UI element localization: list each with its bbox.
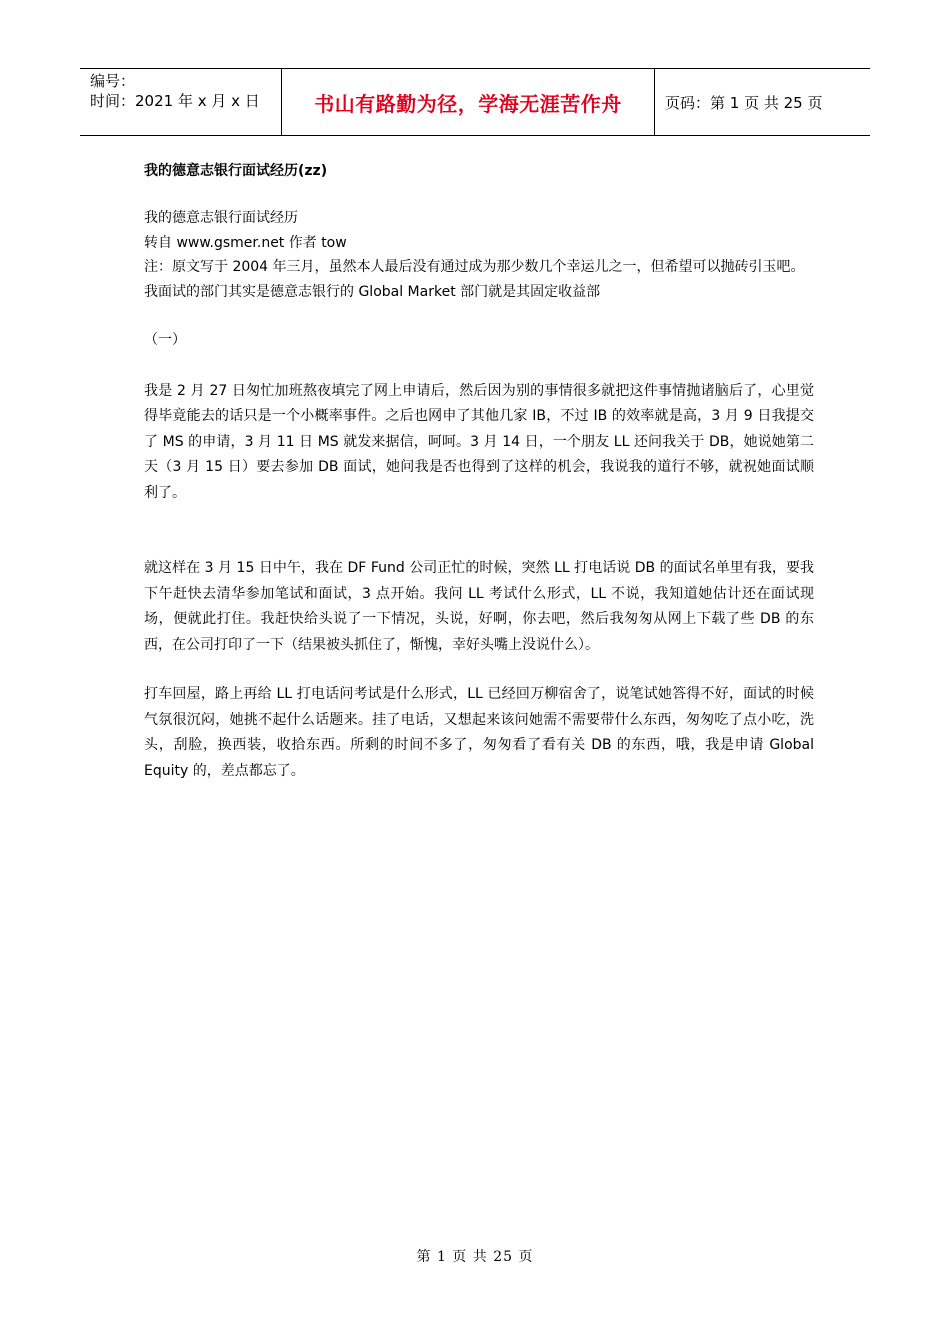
intro-line: 我的德意志银行面试经历 (144, 210, 298, 226)
header-motto-cell (282, 69, 655, 135)
document-body (144, 150, 814, 784)
section-marker: （一） (144, 332, 186, 348)
paragraph: 我是 2 月 27 日匆忙加班熬夜填完了网上申请后，然后因为别的事情很多就把这件事情抛诸脑后了，心里觉得毕竟能去的话只是一个小概率事件。之后也网申了其他几家 IB，不过 IB 的效率就是高，3 月 9 日我提交了 MS 的申请，3 月 11 日 MS 就发来据信，呵呵。3 月 14 日，一个朋友 LL 还问我关于 DB，她说她第二天（3 月 15 日）要去参加 DB 面试，她问我是否也得到了这样的机会，我说我的道行不够，就祝她面试顺利了。 (144, 382, 814, 501)
intro-department-line: 我面试的部门其实是德意志银行的 Global Market 部门就是其固定收益部 (144, 283, 601, 300)
footer-page-number: 第 1 页 共 25 页 (416, 1249, 534, 1265)
document-title: 我的德意志银行面试经历(zz) (144, 163, 328, 179)
paragraph: 就这样在 3 月 15 日中午，我在 DF Fund 公司正忙的时候，突然 LL 打电话说 DB 的面试名单里有我，要我下午赶快去清华参加笔试和面试，3 点开始。我问 LL 考试什么形式，LL 不说，我知道她估计还在面试现场，便就此打住。我赶快给头说了一下情况，头说，好啊，你去吧，然后我匆匆从网上下载了些 DB 的东西，在公司打印了一下（结果被头抓住了，惭愧，幸好头嘴上没说什么）。 (144, 560, 814, 653)
document-date: 时间：2021 年 x 月 x 日 (90, 92, 260, 110)
intro-note-line: 注：原文写于 2004 年三月，虽然本人最后没有通过成为那少数几个幸运儿之一，但希望可以抛砖引玉吧。 (144, 259, 805, 275)
page-header (80, 68, 870, 136)
header-motto: 书山有路勤为径，学海无涯苦作舟 (314, 91, 622, 116)
paragraph: 打车回屋，路上再给 LL 打电话问考试是什么形式，LL 已经回万柳宿舍了，说笔试她答得不好，面试的时候气氛很沉闷，她挑不起什么话题来。挂了电话，又想起来该问她需不需要带什么东西，匆匆吃了点小吃，洗头，刮脸，换西装，收拾东西。所剩的时间不多了，匆匆看了看有关 DB 的东西，哦，我是申请 Global Equity 的，差点都忘了。 (144, 686, 814, 779)
header-page-info (655, 69, 870, 135)
page-footer (0, 1246, 950, 1266)
intro-source-line: 转自 www.gsmer.net 作者 tow (144, 234, 347, 251)
document-number-label: 编号： (90, 72, 136, 90)
header-page-number: 页码：第 1 页 共 25 页 (665, 93, 823, 112)
header-meta (80, 69, 282, 135)
intro-block (144, 206, 814, 304)
